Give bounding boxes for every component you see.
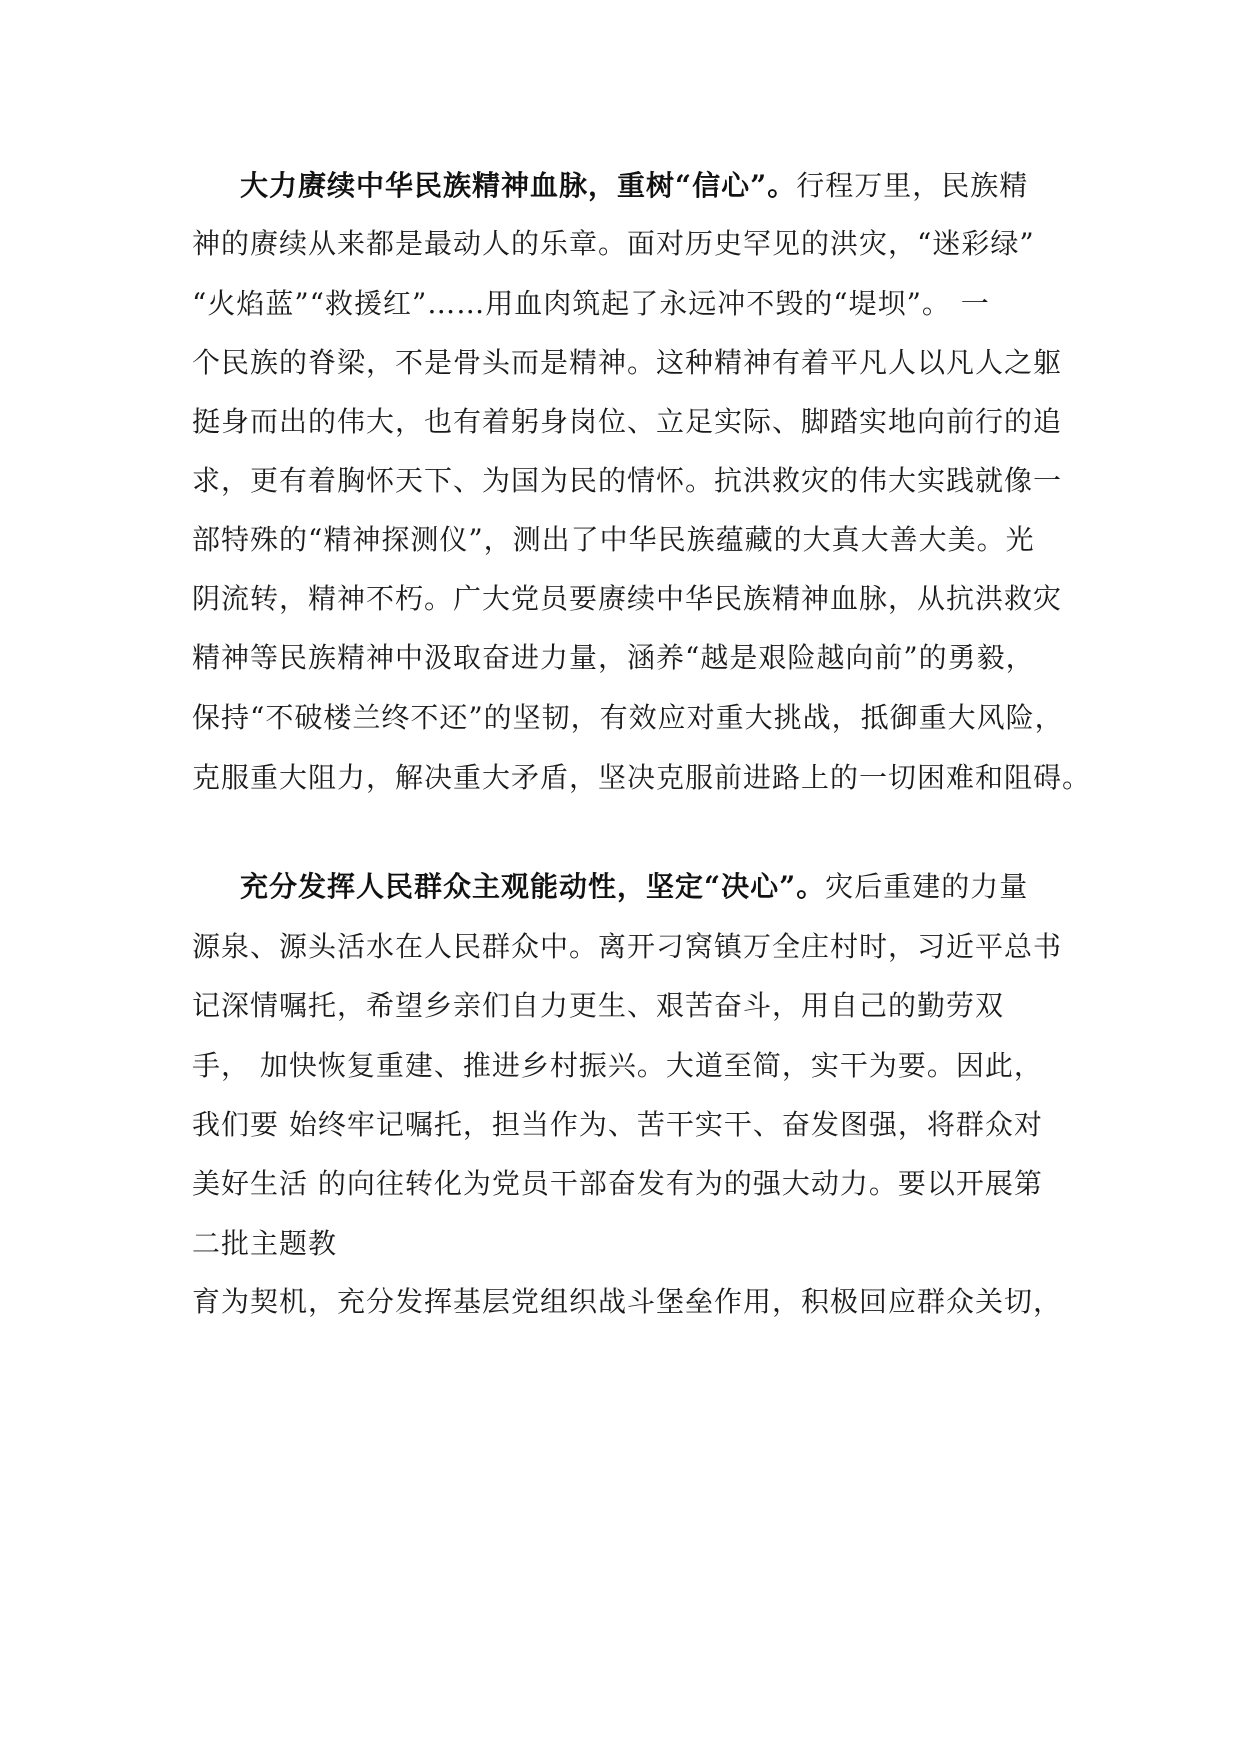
paragraph-2-line-1 [240,869,1120,905]
paragraph-2-line-2: 源泉、源头活水在人民群众中。离开刁窝镇万全庄村时，习近平总书 [192,930,1063,963]
paragraph-1-line-1 [240,168,1120,204]
paragraph-2-line-6: 美好生活 的向往转化为党员干部奋发有为的强大动力。要以开展第 [192,1167,1043,1200]
paragraph-1-line-5: 挺身而出的伟大，也有着躬身岗位、立足实际、脚踏实地向前行的追 [192,405,1063,438]
paragraph-1-line-2: 神的赓续从来都是最动人的乐章。面对历史罕见的洪灾，“迷彩绿” [192,227,1035,260]
paragraph-1-line-6: 求，更有着胸怀天下、为国为民的情怀。抗洪救灾的伟大实践就像一 [192,464,1063,497]
paragraph-2-line-8: 育为契机，充分发挥基层党组织战斗堡垒作用，积极回应群众关切， [192,1285,1063,1318]
paragraph-1-line-4: 个民族的脊梁，不是骨头而是精神。这种精神有着平凡人以凡人之躯 [192,346,1063,379]
paragraph-1-line-8: 阴流转，精神不朽。广大党员要赓续中华民族精神血脉，从抗洪救灾 [192,582,1063,615]
paragraph-2-line-7: 二批主题教 [192,1227,338,1260]
paragraph-1-line-10: 保持“不破楼兰终不还”的坚韧，有效应对重大挑战，抵御重大风险， [192,701,1064,734]
paragraph-1-lead: 大力赓续中华民族精神血脉，重树“信心”。 [240,169,797,202]
paragraph-2-line-3: 记深情嘱托，希望乡亲们自力更生、艰苦奋斗，用自己的勤劳双 [192,989,1005,1022]
paragraph-1-line-7: 部特殊的“精神探测仪”，测出了中华民族蕴藏的大真大善大美。光 [192,523,1035,556]
paragraph-2-line-4: 手， 加快恢复重建、推进乡村振兴。大道至简，实干为要。因此， [192,1049,1043,1082]
paragraph-1-line-9: 精神等民族精神中汲取奋进力量，涵养“越是艰险越向前”的勇毅， [192,641,1035,674]
paragraph-2-lead: 充分发挥人民群众主观能动性，坚定“决心”。 [240,870,826,903]
paragraph-1-line-11: 克服重大阻力，解决重大矛盾，坚决克服前进路上的一切困难和阻碍。 [192,761,1092,794]
paragraph-1-text: 行程万里，民族精 [796,169,1029,202]
paragraph-2-text: 灾后重建的力量 [825,870,1029,903]
paragraph-1-line-3: “火焰蓝”“救援红”……用血肉筑起了永远冲不毁的“堤坝”。 一 [192,287,990,320]
paragraph-2-line-5: 我们要 始终牢记嘱托，担当作为、苦干实干、奋发图强，将群众对 [192,1108,1043,1141]
